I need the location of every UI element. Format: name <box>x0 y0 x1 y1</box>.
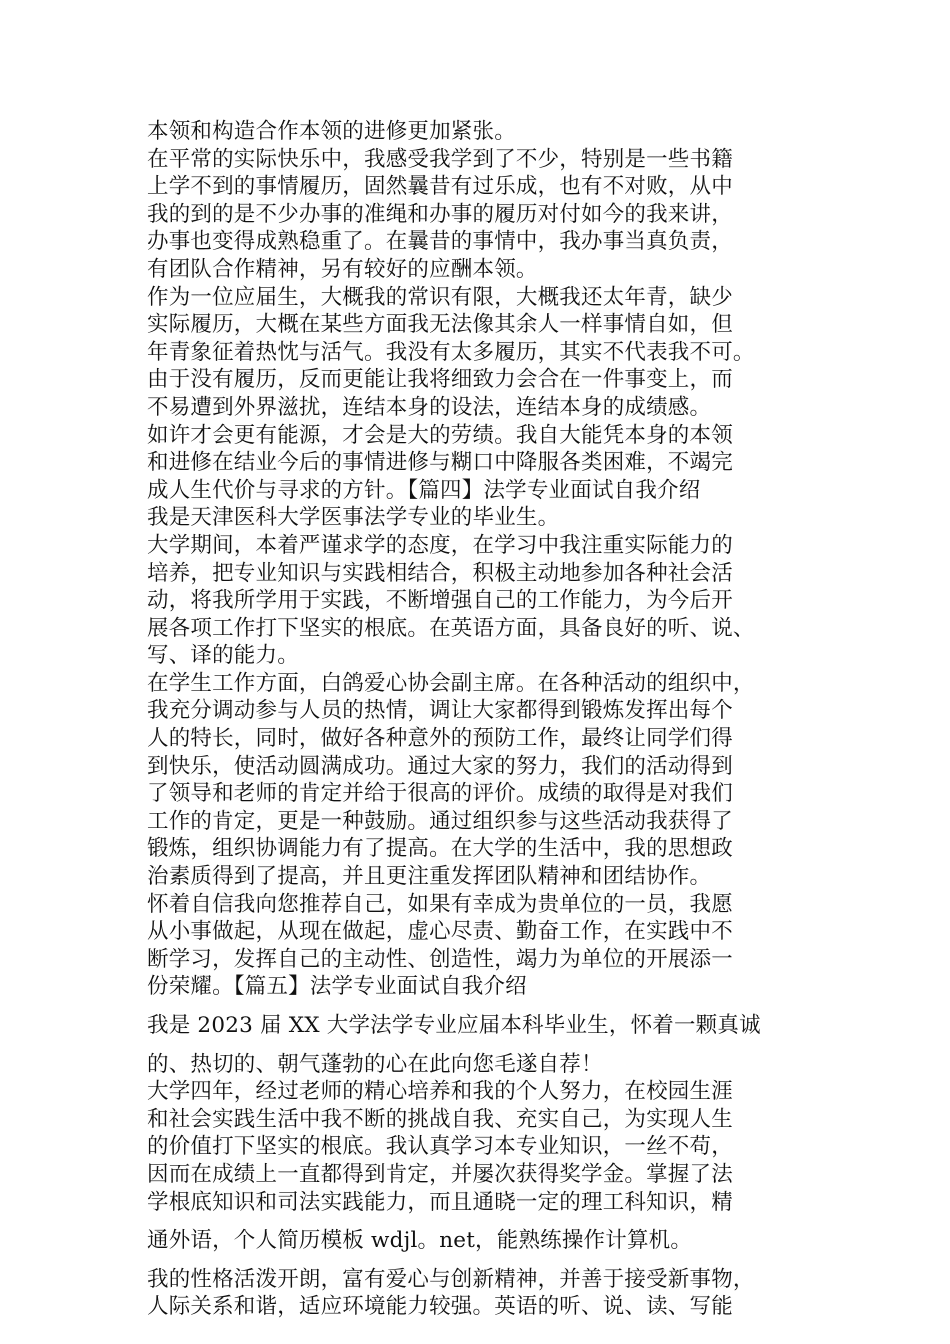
text-line: 的、热切的、朝气蓬勃的心在此向您毛遂自荐！ <box>147 1051 603 1077</box>
text-line: 从小事做起，从现在做起，虚心尽责、勤奋工作，在实践中不 <box>147 919 733 945</box>
text-line: 通外语，个人简历模板 wdjl。net，能熟练操作计算机。 <box>147 1228 693 1254</box>
text-line: 作为一位应届生，大概我的常识有限，大概我还太年青，缺少 <box>147 284 733 310</box>
text-line: 的价值打下坚实的根底。我认真学习本专业知识，一丝不苟， <box>147 1134 733 1160</box>
text-line: 和进修在结业今后的事情进修与糊口中降服各类困难，不竭完 <box>147 450 733 476</box>
text-line: 怀着自信我向您推荐自己，如果有幸成为贵单位的一员，我愿 <box>147 891 733 917</box>
text-line: 实际履历，大概在某些方面我无法像其余人一样事情自如，但 <box>147 312 733 338</box>
text-line: 因而在成绩上一直都得到肯定，并屡次获得奖学金。掌握了法 <box>147 1161 733 1187</box>
text-line: 我的性格活泼开朗，富有爱心与创新精神，并善于接受新事物， <box>147 1266 755 1292</box>
text-line: 和社会实践生活中我不断的挑战自我、充实自己，为实现人生 <box>147 1106 733 1132</box>
document-body-text <box>147 118 817 1321</box>
text-line: 我充分调动参与人员的热情，调让大家都得到锻炼发挥出每个 <box>147 698 733 724</box>
text-line: 年青象征着热忱与活气。我没有太多履历，其实不代表我不可。 <box>147 339 755 365</box>
text-line: 写、译的能力。 <box>147 643 299 669</box>
text-line: 有团队合作精神，另有较好的应酬本领。 <box>147 256 538 282</box>
text-line: 在平常的实际快乐中，我感受我学到了不少，特别是一些书籍 <box>147 146 733 172</box>
text-line: 我是天津医科大学医事法学专业的毕业生。 <box>147 505 560 531</box>
text-line: 到快乐，使活动圆满成功。通过大家的努力，我们的活动得到 <box>147 753 733 779</box>
text-line: 断学习，发挥自己的主动性、创造性，竭力为单位的开展添一 <box>147 946 733 972</box>
text-line: 由于没有履历，反而更能让我将细致力会合在一件事变上，而 <box>147 367 733 393</box>
text-line: 我是 2023 届 XX 大学法学专业应届本科毕业生，怀着一颗真诚 <box>147 1013 761 1038</box>
text-line: 人际关系和谐，适应环境能力较强。英语的听、说、读、写能 <box>147 1294 733 1320</box>
text-line: 大学期间，本着严谨求学的态度，在学习中我注重实际能力的 <box>147 532 733 558</box>
text-line: 本领和构造合作本领的进修更加紧张。 <box>147 119 516 144</box>
text-line: 在学生工作方面，白鸽爱心协会副主席。在各种活动的组织中， <box>147 670 755 696</box>
text-line: 锻炼，组织协调能力有了提高。在大学的生活中，我的思想政 <box>147 836 733 862</box>
text-line: 人的特长，同时，做好各种意外的预防工作，最终让同学们得 <box>147 726 733 752</box>
text-line: 不易遭到外界滋扰，连结本身的设法，连结本身的成绩感。 <box>147 394 712 420</box>
text-line: 治素质得到了提高，并且更注重发挥团队精神和团结协作。 <box>147 864 712 890</box>
text-line: 办事也变得成熟稳重了。在曩昔的事情中，我办事当真负责， <box>147 229 733 255</box>
text-line: 了领导和老师的肯定并给于很高的评价。成绩的取得是对我们 <box>147 781 733 807</box>
text-line: 培养，把专业知识与实践相结合，积极主动地参加各种社会活 <box>147 560 733 586</box>
text-line: 工作的肯定，更是一种鼓励。通过组织参与这些活动我获得了 <box>147 808 733 834</box>
text-line: 我的到的是不少办事的准绳和办事的履历对付如今的我来讲， <box>147 201 733 227</box>
text-line: 展各项工作打下坚实的根底。在英语方面，具备良好的听、说、 <box>147 615 755 641</box>
text-line: 学根底知识和司法实践能力，而且通晓一定的理工科知识，精 <box>147 1189 733 1215</box>
text-line: 大学四年，经过老师的精心培养和我的个人努力，在校园生涯 <box>147 1079 733 1105</box>
text-line: 动，将我所学用于实践，不断增强自己的工作能力，为今后开 <box>147 588 733 614</box>
section-heading-line: 成人生代价与寻求的方针。【篇四】法学专业面试自我介绍 <box>147 477 701 503</box>
section-heading-line: 份荣耀。【篇五】法学专业面试自我介绍 <box>147 974 527 1000</box>
text-line: 如许才会更有能源，才会是大的劳绩。我自大能凭本身的本领 <box>147 422 733 448</box>
text-line: 上学不到的事情履历，固然曩昔有过乐成，也有不对败，从中 <box>147 174 733 200</box>
